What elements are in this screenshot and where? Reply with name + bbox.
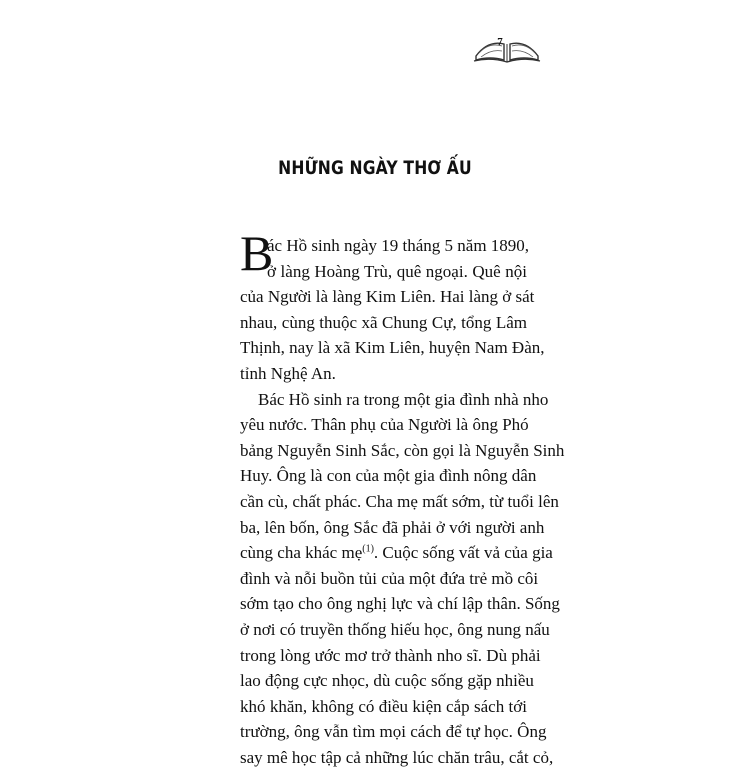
paragraph-2: [240, 387, 565, 770]
text-segment: cùng cha khác mẹ: [240, 543, 363, 563]
text-line: bảng Nguyễn Sinh Sắc, còn gọi là Nguyễn Sinh: [240, 440, 565, 460]
text-line: của Người là làng Kim Liên. Hai làng ở sát: [240, 287, 535, 307]
text-line: ác Hồ sinh ngày 19 tháng 5 năm 1890,: [267, 236, 530, 255]
text-line: tỉnh Nghệ An.: [240, 363, 336, 383]
footnote-reference[interactable]: (1): [362, 543, 374, 555]
text-line: khó khăn, không có điều kiện cắp sách tới: [240, 696, 527, 716]
text-line: nhau, cùng thuộc xã Chung Cự, tổng Lâm: [240, 312, 527, 332]
text-line: ở làng Hoàng Trù, quê ngoại. Quê nội: [267, 261, 527, 281]
text-line: lao động cực nhọc, dù cuộc sống gặp nhiều: [240, 671, 534, 691]
page-number: 7: [497, 36, 503, 48]
paragraph-1: [240, 233, 545, 387]
text-line: ở nơi có truyền thống hiếu học, ông nung nấu: [240, 619, 550, 639]
text-line: đình và nỗi buồn tủi của một đứa trẻ mồ côi: [240, 568, 539, 588]
text-line-with-footnote: [240, 540, 553, 566]
text-line: say mê học tập cả những lúc chăn trâu, cắt cỏ,: [240, 747, 554, 767]
text-line: Huy. Ông là con của một gia đình nông dân: [240, 466, 537, 486]
text-line: ba, lên bốn, ông Sắc đã phải ở với người anh: [240, 517, 545, 537]
text-line: sớm tạo cho ông nghị lực và chí lập thân. Sống: [240, 594, 560, 614]
page-number-ornament: [472, 30, 542, 66]
body-text: [240, 233, 565, 770]
text-line: yêu nước. Thân phụ của Người là ông Phó: [240, 415, 529, 435]
text-line: trong lòng ước mơ trở thành nho sĩ. Dù phải: [240, 645, 541, 665]
drop-cap-letter: B: [240, 225, 274, 281]
chapter-title: NHỮNG NGÀY THƠ ẤU: [278, 157, 472, 179]
text-line: trường, ông vẫn tìm mọi cách để tự học. Ông: [240, 722, 547, 742]
text-line: Thịnh, nay là xã Kim Liên, huyện Nam Đàn,: [240, 338, 545, 358]
text-segment: . Cuộc sống vất vả của gia: [373, 543, 553, 563]
text-line: Bác Hồ sinh ra trong một gia đình nhà nho: [258, 389, 549, 409]
text-line: cần cù, chất phác. Cha mẹ mất sớm, từ tuổi lên: [240, 491, 559, 511]
